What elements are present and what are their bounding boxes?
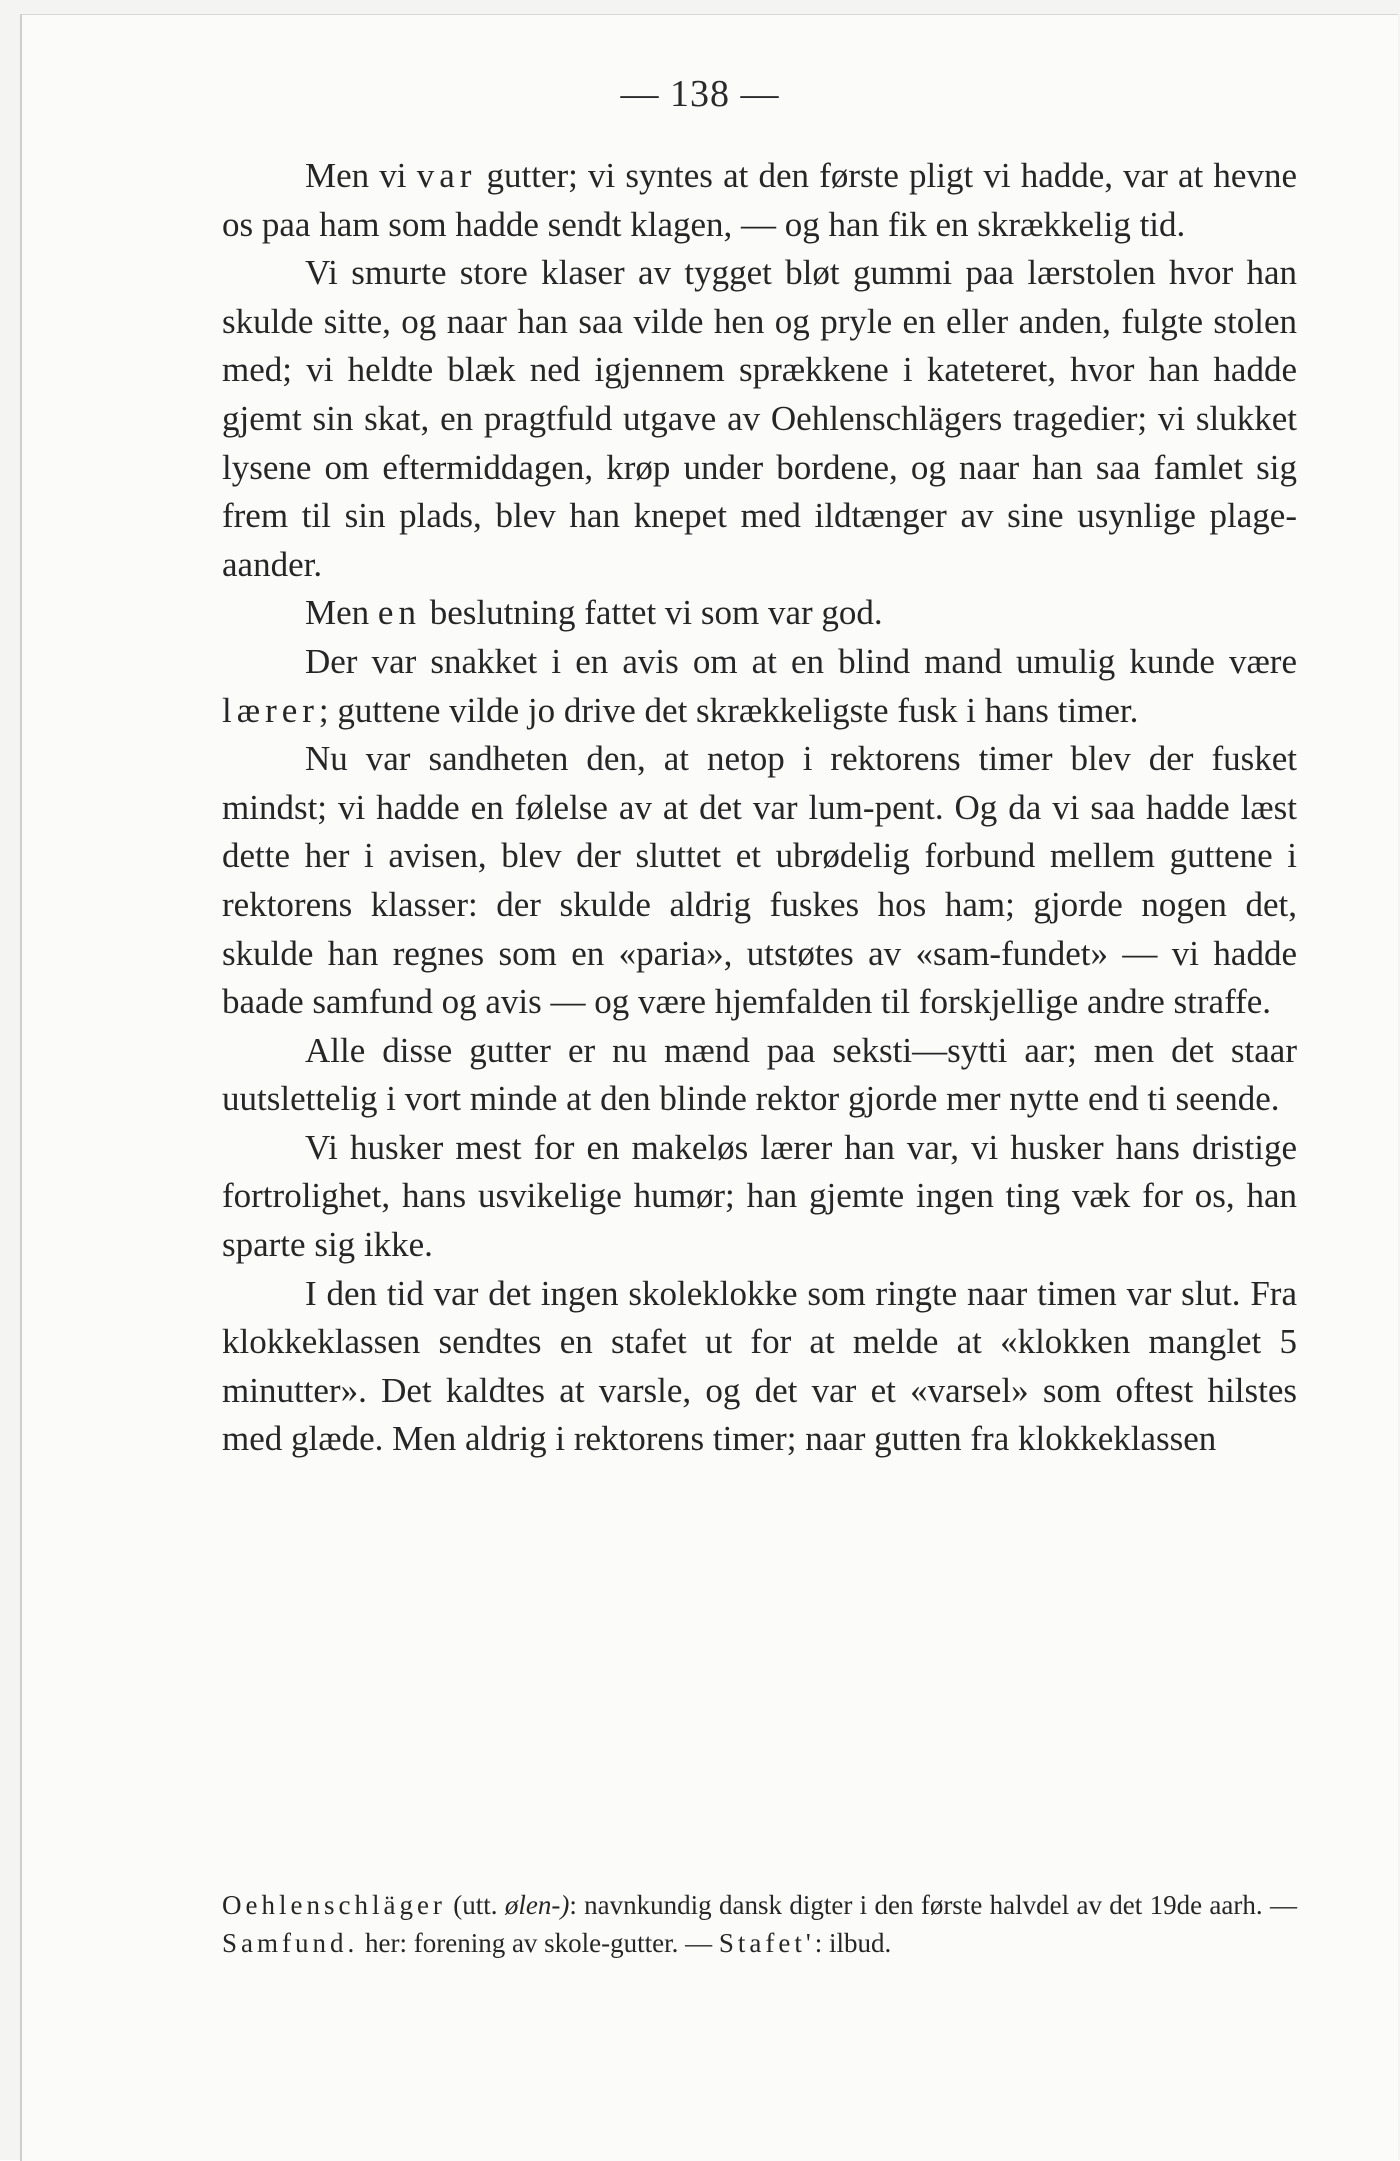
text-run: beslutning fattet vi som var god. — [420, 593, 883, 633]
text-run: Men vi — [305, 156, 417, 195]
paragraph — [222, 638, 1297, 735]
footnote — [222, 1886, 1297, 1962]
footnote-text: (utt. — [445, 1890, 505, 1920]
paragraph — [222, 1124, 1297, 1270]
footnote-pronunciation: ølen-) — [504, 1890, 570, 1920]
footnote-term: Stafet' — [718, 1928, 815, 1958]
text-run: gutter; vi syntes at den første pligt vi hadde, var at hevne os paa ham som hadde sendt klagen, — og han fik en skrækkelig tid. — [222, 156, 1297, 244]
footnote-text: : navnkundig dansk digter i den første halvdel av det 19de aarh. — — [569, 1890, 1297, 1920]
emphasized-word: var — [416, 156, 477, 195]
text-run: Men — [305, 593, 378, 633]
footnote-term: Oehlenschläger — [222, 1890, 446, 1920]
emphasized-word: en — [377, 593, 421, 633]
text-run: Vi husker mest for en makeløs lærer han var, vi husker hans dristige fortrolighet, hans usvikelige humør; han gjemte ingen ting væk for os, han sparte sig ikke. — [222, 1127, 1297, 1265]
text-run: Nu var sandheten den, at netop i rektorens timer blev der fusket mindst; vi hadde en følelse av at det var lum-pent. Og da vi saa hadde læst dette her i avisen, blev der sluttet et ubrødelig forbund mellem guttene i rektorens klasser: der skulde aldrig fuskes hos ham; gjorde nogen det, skulde han regnes som en «paria», utstøtes av «sam-fundet» — vi hadde baade samfund og avis — og være hjemfalden til forskjellige andre straffe. — [222, 739, 1297, 1022]
paragraph — [222, 152, 1297, 249]
text-run: Der var snakket i en avis om at en blind mand umulig kunde være — [305, 641, 1297, 681]
paragraph — [222, 1027, 1297, 1124]
body-text — [222, 152, 1297, 1464]
page-number: — 138 — — [620, 73, 780, 115]
paragraph — [222, 735, 1297, 1027]
footnote-text: her: forening av skole-gutter. — — [358, 1928, 719, 1958]
text-run: Alle disse gutter er nu mænd paa seksti—sytti aar; men det staar uutslettelig i vort minde at den blinde rektor gjorde mer nytte end ti seende. — [222, 1030, 1297, 1119]
text-run: ; guttene vilde jo drive det skrækkeligste fusk i hans timer. — [318, 690, 1139, 730]
paragraph — [222, 1270, 1297, 1464]
paragraph — [222, 249, 1297, 589]
text-run: I den tid var det ingen skoleklokke som ringte naar timen var slut. Fra klokkeklassen sendtes en stafet ut for at melde at «klokken manglet 5 minutter». Det kaldtes at varsle, og det var et «varsel» som oftest hilstes med glæde. Men aldrig i rektorens timer; naar gutten fra klokkeklassen — [222, 1273, 1297, 1459]
footnote-term: Samfund. — [222, 1928, 359, 1958]
footnote-text: : ilbud. — [814, 1928, 892, 1958]
text-run: Vi smurte store klaser av tygget bløt gummi paa lærstolen hvor han skulde sitte, og naar han saa vilde hen og pryle en eller anden, fulgte stolen med; vi heldte blæk ned igjennem sprækkene i kateteret, hvor han hadde gjemt sin skat, en pragtfuld utgave av Oehlenschlägers tragedier; vi slukket lysene om eftermiddagen, krøp under bordene, og naar han saa famlet sig frem til sin plads, blev han knepet med ildtænger av sine usynlige plage-aander. — [222, 253, 1297, 584]
emphasized-word: lærer — [222, 690, 319, 730]
paragraph — [222, 589, 1297, 638]
